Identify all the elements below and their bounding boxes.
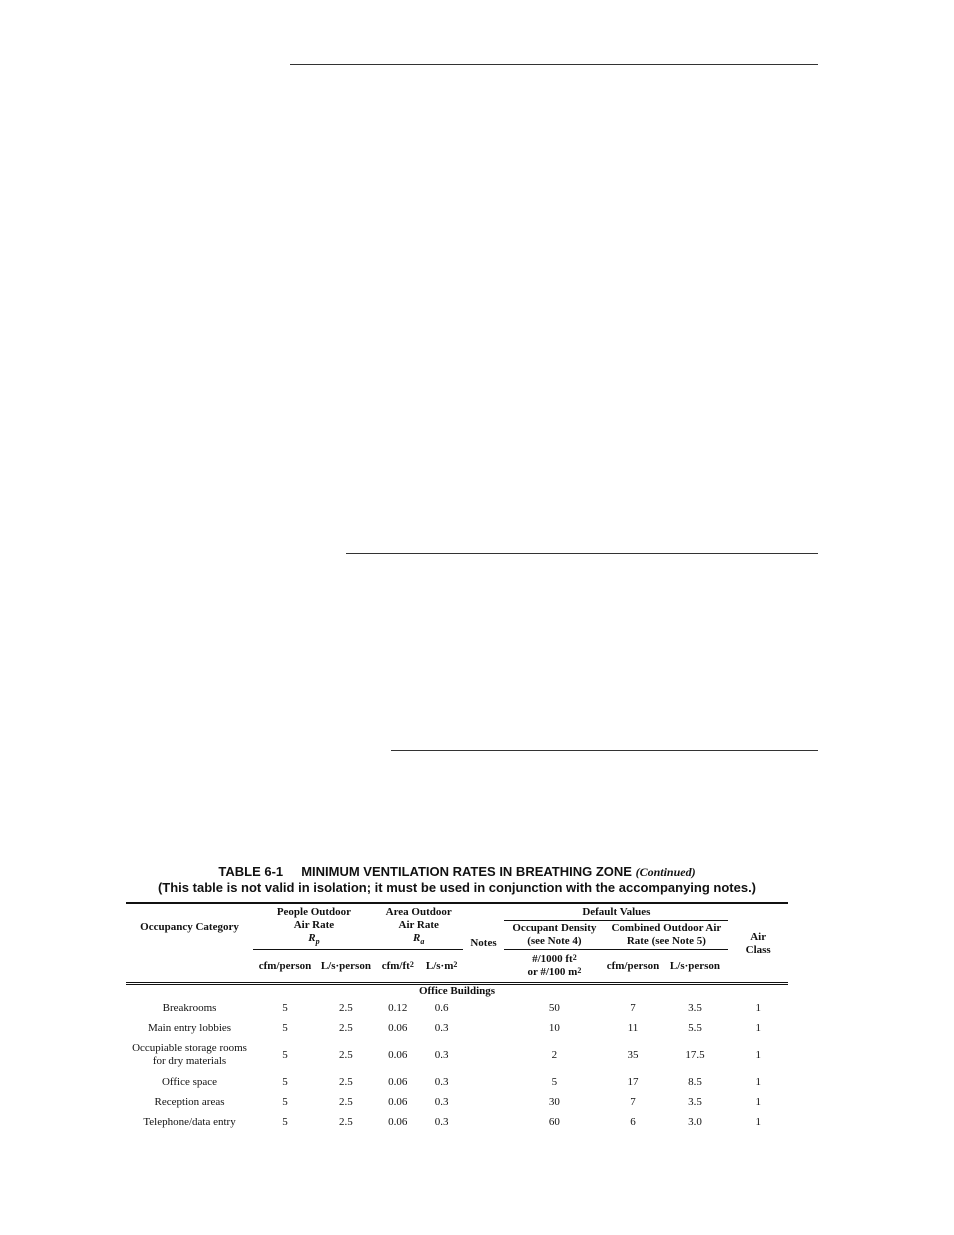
cell-ra-cfm: 0.06	[388, 1095, 408, 1108]
cell-rp-cfm: 5	[282, 1048, 288, 1061]
cell-rp-ls: 2.5	[339, 1095, 353, 1108]
cell-comb-ls: 3.5	[688, 1095, 702, 1108]
header-default-values: Default Values	[504, 903, 728, 921]
cell-ra-cfm: 0.06	[388, 1021, 408, 1034]
cell-ra-cfm: 0.12	[388, 1001, 408, 1014]
table-title-text: TABLE 6-1 MINIMUM VENTILATION RATES IN BREATHING ZONE	[218, 864, 632, 879]
unit-density: #/1000 $ft^2$ or #/100 $m^2$	[504, 950, 604, 984]
cell-category: Occupiable storage rooms for dry materials	[132, 1042, 247, 1068]
cell-comb-cfm: 11	[627, 1021, 639, 1034]
header-people-outdoor-label: People Outdoor Air Rate	[276, 906, 352, 931]
ventilation-table	[126, 902, 788, 1132]
cell-rp-cfm: 5	[282, 1115, 288, 1128]
header-area-symbol: $R_a$	[413, 932, 425, 947]
cell-rp-cfm: 5	[282, 1075, 288, 1088]
header-area-outdoor	[375, 903, 463, 950]
cell-rp-cfm: 5	[282, 1021, 288, 1034]
header-occupancy-category: Occupancy Category	[126, 903, 253, 950]
cell-rp-cfm: 5	[282, 1001, 288, 1014]
cell-comb-ls: 3.0	[688, 1115, 702, 1128]
cell-air-class: 1	[755, 1021, 761, 1034]
table-row	[126, 1072, 788, 1092]
cell-ra-ls: 0.6	[434, 1001, 449, 1014]
cell-comb-cfm: 17	[627, 1075, 639, 1088]
cell-ra-ls: 0.3	[434, 1115, 449, 1128]
cell-air-class: 1	[755, 1095, 761, 1108]
unit-ra-cfm: cfm/$ft^2$	[375, 950, 421, 984]
header-occupant-density: Occupant Density (see Note 4)	[504, 921, 604, 950]
cell-ra-ls: 0.3	[434, 1021, 449, 1034]
header-area-outdoor-label: Area Outdoor Air Rate	[385, 906, 452, 931]
cell-ra-cfm: 0.06	[388, 1048, 408, 1061]
cell-air-class: 1	[755, 1048, 761, 1061]
cell-notes	[463, 1092, 505, 1112]
cell-rp-ls: 2.5	[339, 1001, 353, 1014]
header-combined-outdoor: Combined Outdoor Air Rate (see Note 5)	[604, 921, 728, 950]
cell-comb-cfm: 35	[627, 1048, 639, 1061]
cell-category: Telephone/data entry	[143, 1115, 236, 1128]
cell-comb-cfm: 6	[630, 1115, 636, 1128]
cell-density: 2	[551, 1048, 558, 1061]
cell-category: Main entry lobbies	[147, 1021, 232, 1034]
cell-comb-ls: 3.5	[688, 1001, 702, 1014]
header-notes: Notes	[463, 903, 505, 984]
cell-density: 10	[548, 1021, 560, 1034]
cell-category: Reception areas	[154, 1095, 225, 1108]
header-people-outdoor	[253, 903, 375, 950]
table-title	[126, 864, 788, 880]
cell-density: 60	[548, 1115, 560, 1128]
cell-notes	[463, 998, 505, 1018]
cell-comb-cfm: 7	[630, 1001, 636, 1014]
unit-combined-cfm: cfm/person	[604, 950, 661, 984]
cell-rp-cfm: 5	[282, 1095, 288, 1108]
cell-notes	[463, 1072, 505, 1092]
cell-comb-ls: 17.5	[685, 1048, 705, 1061]
cell-air-class: 1	[755, 1115, 761, 1128]
section-heading: Office Buildings	[418, 985, 496, 998]
cell-category: Office space	[161, 1075, 218, 1088]
cell-notes	[463, 1038, 505, 1072]
table-row	[126, 1092, 788, 1112]
cell-ra-ls: 0.3	[434, 1075, 449, 1088]
cell-category: Breakrooms	[162, 1001, 217, 1014]
cell-density: 30	[548, 1095, 560, 1108]
cell-comb-ls: 5.5	[688, 1021, 702, 1034]
header-air-class: Air Class	[728, 903, 788, 984]
unit-rp-ls: L/s·person	[317, 950, 375, 984]
table-row	[126, 998, 788, 1018]
cell-air-class: 1	[755, 1001, 761, 1014]
cell-ra-ls: 0.3	[434, 1048, 449, 1061]
cell-rp-ls: 2.5	[339, 1115, 353, 1128]
header-occupancy-blank	[126, 950, 253, 984]
cell-comb-cfm: 7	[630, 1095, 636, 1108]
cell-notes	[463, 1112, 505, 1132]
unit-ra-ls: $L/s\cdot m^2$	[421, 950, 463, 984]
page-rule-lower	[391, 750, 818, 751]
cell-ra-ls: 0.3	[434, 1095, 449, 1108]
table-row	[126, 1112, 788, 1132]
cell-density: 50	[548, 1001, 560, 1014]
cell-density: 5	[551, 1075, 558, 1088]
table-row	[126, 1018, 788, 1038]
table-subtitle: (This table is not valid in isolation; it must be used in conjunction with the accompanying notes.)	[157, 880, 757, 895]
page-rule-top	[290, 64, 818, 65]
cell-rp-ls: 2.5	[339, 1021, 353, 1034]
cell-air-class: 1	[755, 1075, 761, 1088]
cell-ra-cfm: 0.06	[388, 1115, 408, 1128]
cell-ra-cfm: 0.06	[388, 1075, 408, 1088]
cell-rp-ls: 2.5	[339, 1075, 353, 1088]
page-rule-middle	[346, 553, 818, 554]
header-people-symbol: $R_p$	[308, 932, 320, 947]
unit-combined-ls: L/s·person	[662, 950, 729, 984]
unit-rp-cfm: cfm/person	[253, 950, 317, 984]
cell-rp-ls: 2.5	[339, 1048, 353, 1061]
cell-notes	[463, 1018, 505, 1038]
table-title-suffix: (Continued)	[635, 865, 696, 879]
table-row	[126, 1038, 788, 1072]
cell-comb-ls: 8.5	[688, 1075, 702, 1088]
table-caption	[126, 864, 788, 895]
